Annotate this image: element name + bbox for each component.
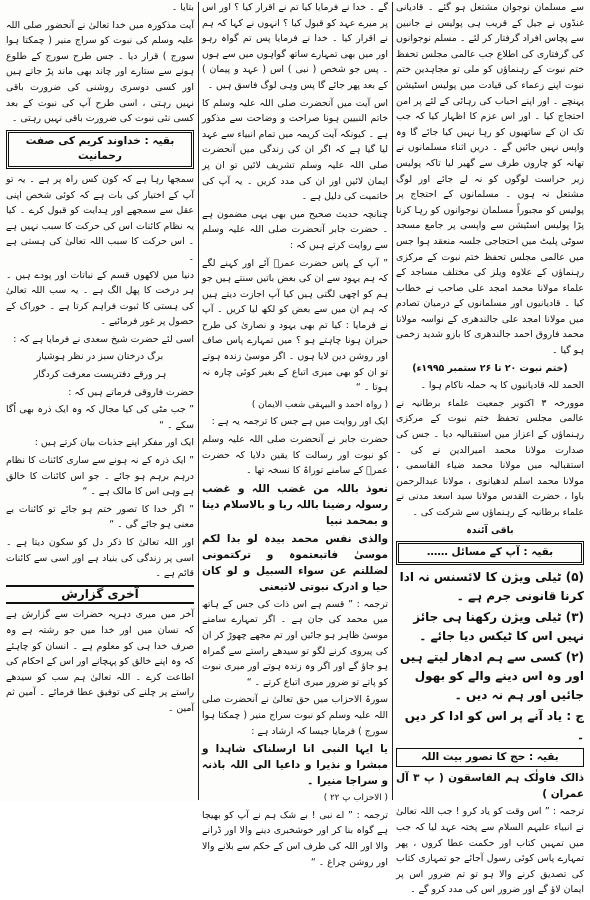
right-column bbox=[396, 0, 584, 900]
paragraph: گے ۔ خدا نے فرمایا کیا تم نے اقرار کیا ؟ اور اس پر میرے عہد کو قبول کیا ؟ انہوں نے کہا کہ ہم نے اقرار کیا ۔ خدا نے فرمایا پس تم گواہ رہو اور میں بھی تمہارے ساتھ گواہوں میں سے ہوں ۔ پس جو شخص ( نبی ) اس ( عہد و پیمان ) کے بعد پھر جائے گا پس وہی لوگ فاسق ہیں ۔ bbox=[202, 2, 388, 91]
quote: ” ایک ذرہ کے نہ ہونے سے ساری کائنات کا نظام درہم برہم ہو جائے ۔ جو اس کائنات کا خالق ہے وہی اس کا مالک ہے ۔ “ bbox=[6, 455, 194, 498]
paragraph: دنیا میں لاکھوں قسم کے نباتات اور پودے ہیں ۔ ہر درخت کا پھل الگ ہے ۔ یہ سب اللہ تعالیٰ کی ہستی کا ثبوت فراہم کرتا ہے ۔ خوراک کے حصول پر غور فرمائیے ۔ bbox=[6, 269, 194, 328]
answer-text: ج : یاد آنے پر اس کو ادا کر دیں ۔ bbox=[404, 708, 584, 742]
source-citation: ( الاحزاب پ ۲۲ ) bbox=[323, 793, 388, 804]
continued-note: باقی آئندہ bbox=[466, 524, 514, 536]
hadith-quote: ” آپ کے پاس حضرت عمرؓ آئے اور کہنے لگے کہ ہم یہود سے ان کی بعض باتیں سنتے ہیں جو ہم کو اچھی لگتی ہیں کیا آپ اجازت دیتے ہیں کہ ہم ان میں سے بعض کو لکھ لیا کریں ۔ آپ نے فرمایا : کیا تم بھی یہود و نصاریٰ کی طرح حیران ہونا چاہتے ہو ؟ میں تمہارے پاس صاف اور روشن دین لایا ہوں ۔ اگر موسیٰ زندہ ہوتے تو ان کو بھی میری اتباع کے بغیر کوئی چارہ نہ ہوتا ۔ “ bbox=[202, 257, 388, 394]
paragraph: ایک اور مفکر اپنے جذبات بیان کرتے ہیں : bbox=[34, 437, 194, 449]
paragraph: اس آیت میں آنحضرت صلی اللہ علیہ وسلم کا خاتم النبیین ہونا صراحت و وضاحت سے مذکور ہے ۔ کیونکہ آیت کریمہ میں تمام انبیاء سے عہد لیا گیا ہے کہ اگر ان کی زندگی میں آنحضرت صلی اللہ علیہ وسلم تشریف لائیں تو ان پر ایمان لائیں اور ان کی مدد کریں ۔ یہ آپ کی خاتمیت کی دلیل ہے ۔ bbox=[202, 97, 388, 203]
left-column bbox=[6, 0, 194, 719]
continuation-box-heading: بقیہ : حج کا تصور بیت اللہ bbox=[396, 748, 584, 768]
continuation-box-heading: بقیہ : خداوند کریم کی صفت رحمانیت bbox=[6, 130, 194, 169]
continuation-box-heading: بقیہ : آپ کے مسائل …… bbox=[396, 541, 584, 565]
arabic-text: والذی نفس محمد بیدہ لو بدا لکم موسیٰ فاتبعتموہ و ترکتمونی لضللتم عن سواء السبیل و لو کان حیا و ادرک نبوتی لاتبعنی bbox=[202, 532, 388, 593]
translation: ترجمہ : ” اے نبی ! بے شک ہم نے آپ کو بھیجا ہے گواہ بنا کر اور خوشخبری دینے والا اور ڈرانے والا اور اللہ کی طرف اس کے حکم سے بلانے والا اور روشن چراغ ۔ “ bbox=[202, 809, 388, 868]
paragraph: سورۃ الاحزاب میں حق تعالیٰ نے آنحضرت صلی اللہ علیہ وسلم کو نبوت سراج منیر ( چمکتا ہوا سورج ) فرمایا جیسا کہ ارشاد ہے : bbox=[202, 694, 388, 737]
poem-line: ہر ورقے دفتریست معرفت کردگار bbox=[33, 369, 167, 381]
source-citation: ( رواہ احمد و البیہقی شعب الایمان ) bbox=[251, 399, 388, 410]
paragraph: چنانچہ حدیث صحیح میں بھی یہی مضمون ہے ۔ حضرت جابر آنحضرت صلی اللہ علیہ وسلم سے روایت کرتے ہیں کہ : bbox=[202, 208, 388, 251]
middle-column bbox=[202, 0, 388, 872]
section-heading: آخری گزارش bbox=[6, 585, 194, 605]
paragraph: الحمد للہ قادیانیوں کا یہ حملہ ناکام ہوا ۔ bbox=[420, 380, 584, 392]
arabic-verse: ذالک فاولٰک ہم الفاسقون ( پ ۳ آل عمران ) bbox=[396, 772, 585, 801]
paragraph: اور اللہ تعالیٰ کا ذکر دل کو سکون دیتا ہے ۔ اسی پر زندگی کی بنیاد ہے اور اسی سے کائنات قائم ہے ۔ bbox=[6, 537, 194, 580]
arabic-verse: یا ایہا النبی انا ارسلناک شاہدا و مبشرا و نذیرا و داعیا الی اللہ باذنہ و سراجا منیرا ۔ bbox=[202, 743, 388, 788]
paragraph: اسی لئے حضرت شیخ سعدی نے فرمایا ہے کہ : bbox=[13, 333, 194, 345]
poem-line: برگ درختان سبز در نظر ہوشیار bbox=[36, 351, 164, 363]
paragraph: حضرت فاروقی فرماتے ہیں کہ : bbox=[68, 386, 194, 398]
column-divider bbox=[198, 2, 199, 800]
arabic-text: نعوذ باللہ من غضب اللہ و غضب رسولہ رضینا باللہ ربا و بالاسلام دینا و بمحمد نبیا bbox=[202, 482, 388, 527]
paragraph: حضرت جابر نے آنحضرت صلی اللہ علیہ وسلم کو نبوت اور رسالت کا یقین دلایا کہ حضرت عمرؓ کے سامنے توراۃ کا نسخہ تھا ۔ bbox=[202, 434, 388, 477]
source-citation: (ختم نبوت ۲۰ تا ۲۶ ستمبر ۱۹۹۵ء) bbox=[412, 362, 568, 374]
paragraph: ایک اور روایت میں ہے جس کا ترجمہ یہ ہے : bbox=[211, 416, 388, 428]
paragraph: سے مسلمان نوجوان مشتعل ہو گئے ۔ قادیانی غنڈوں نے جیل کے قریب ہی پولیس نے جانبین سے پچاس افراد گرفتار کر لئے ۔ مسلم نوجوانوں کی گرفتاری کی اطلاع جب عالمی مجلس تحفظ ختم نبوت کے رہنماؤں کو ملی تو مجاہدین ختم نبوت اپنے زعماء کی قیادت میں پولیس اسٹیشن پہنچے ۔ اور اپنے احباب کی رہائی کے لئے پر امن احتجاج کیا ۔ اور اس عزم کا اظہار کیا کہ جب تک ان کے ساتھیوں کو رہا نہیں کیا جائے گا وہ واپس نہیں جائیں گے ۔ دریں اثناء مسلمانوں نے تھانہ کو چاروں طرف سے گھیر لیا تاکہ پولیس زیر حراست لوگوں کو نہ لے جائے اور لوگ مشتعل نہ ہوں ۔ مسلمانوں کے احتجاج پر پولیس کو مجبوراً مسلمان نوجوانوں کو رہا کرنا پڑا پولیس اسٹیشن سے واپسی پر جامع مسجد سوٹی پلیٹ میں احتجاجی جلسہ منعقد ہوا جس میں عالمی مجلس تحفظ ختم نبوت کے مرکزی رہنماؤں کے علاوہ ویلز کی مختلف مساجد کے علماء مولانا محمد امجد علی صاحب نے خطاب کیا ۔ قادیانیوں اور مسلمانوں کے درمیان تصادم میں مولانا امجد علی جالندھری کے نواسہ مولانا محمد فاروق احمد جالندھری کا بازو شدید زخمی ہو گیا ۔ bbox=[396, 2, 584, 357]
quote: ” جب مٹی کی کیا مجال کہ وہ ایک ذرہ بھی اُگا سکے ۔ “ bbox=[6, 404, 194, 431]
paragraph: بتایا ۔ bbox=[171, 2, 194, 13]
answer-text: (۳) ٹیلی ویژن رکھنا ہی جائز نہیں اس کا ٹیکس دیا جائے ۔ bbox=[413, 609, 584, 643]
paragraph: آخر میں میری دہریہ حضرات سے گزارش ہے کہ نسان میں اور خدا میں جو رشتہ ہے وہ صرف خدا ہی کو معلوم ہے ۔ انسان کو چاہئے کہ وہ اپنے خالق کو پہچانے اور اس کے احکام کی اطاعت کرے ۔ اللہ تعالیٰ ہم سب کو سیدھے راستے پر چلنے کی توفیق عطا فرمائے ۔ آمین ثم آمین ۔ bbox=[6, 609, 194, 714]
quote: ” اگر خدا کا تصور ختم ہو جائے تو کائنات بے معنی ہو جائے گی ۔ “ bbox=[6, 503, 194, 531]
column-divider bbox=[392, 2, 393, 800]
question-text: (۲) کسی سے ہم ادھار لیتے ہیں اور وہ اس دینے والے کو بھول جائیں اور ہم نہ دیں ۔ bbox=[399, 649, 584, 702]
paragraph: سمجھا رہا ہے کہ کون کس راہ پر ہے ۔ یہ تو آپ کے اختیار کی بات ہے کہ کوئی شخص اپنی عقل سے سمجھے اور ہدایت کو قبول کرے ۔ کیا یہ نظام کائنات اس کی حرکت کا سبب نہیں ہے ۔ اس حرکت کا سبب اللہ تعالیٰ کی ہستی ہے ۔ bbox=[6, 173, 194, 263]
translation: ترجمہ : ” قسم ہے اس ذات کی جس کے ہاتھ میں محمد کی جان ہے ۔ اگر تمہارے سامنے موسیٰ ظاہر ہو جائیں اور تم مجھے چھوڑ کر ان کی پیروی کرنے لگو تو سیدھے راستے سے گمراہ ہو جاؤ گے اور اگر وہ زندہ ہوتے اور میری نبوت کو پاتے تو ضرور میری اتباع کرتے ۔ “ bbox=[202, 598, 388, 688]
paragraph: آیت مذکورہ میں خدا تعالیٰ نے آنحضور صلی اللہ علیہ وسلم کی نبوت کو سراج منیر ( چمکتا ہوا سورج ) قرار دیا ۔ جس طرح سورج کے طلوع ہونے سے ستارے اور چاند بھی ماند پڑ جاتے ہیں اور کسی دوسری روشنی کی ضرورت باقی نہیں رہتی ، اسی طرح آپ کی نبوت کے بعد کسی نئی نبوت کی ضرورت باقی نہیں رہتی ۔ bbox=[6, 19, 194, 125]
paragraph: موورخہ ۳ اکتوبر جمعیت علماء برطانیہ نے عالمی مجلس تحفظ ختم نبوت کے مرکزی رہنماؤں کے اعزاز میں استقبالیہ دیا ۔ جس کی صدارت مولانا محمد امیرالدین نے کی ۔ استقبالیہ میں مولانا محمد ضیاء القاسمی ، مولانا محمد اسلم لدھیانوی ، مولانا عبدالرحمن باوا ، حضرت القدس مولانا سید اسعد مدنی نے علماء برطانیہ کے رہنماؤں سے شرکت کی ۔ bbox=[396, 397, 584, 518]
paragraph: ترجمہ : ” اس وقت کو یاد کرو ! جب اللہ تعالیٰ نے انبیاء علیہم السلام سے پختہ عہد لیا کہ جب میں تمہیں کتاب اور حکمت عطا کروں ، پھر تمہارے پاس کوئی رسول آجائے جو تمہاری کتاب کی تصدیق کرنے والا ہو تو تم ضرور اس پر ایمان لاؤ گے اور ضرور اس کی مدد کرو گے ۔ bbox=[396, 806, 584, 896]
paragraph: (۵) ٹیلی ویژن کا لائسنس نہ ادا کرنا قانونی جرم ہے ۔ bbox=[399, 569, 584, 603]
